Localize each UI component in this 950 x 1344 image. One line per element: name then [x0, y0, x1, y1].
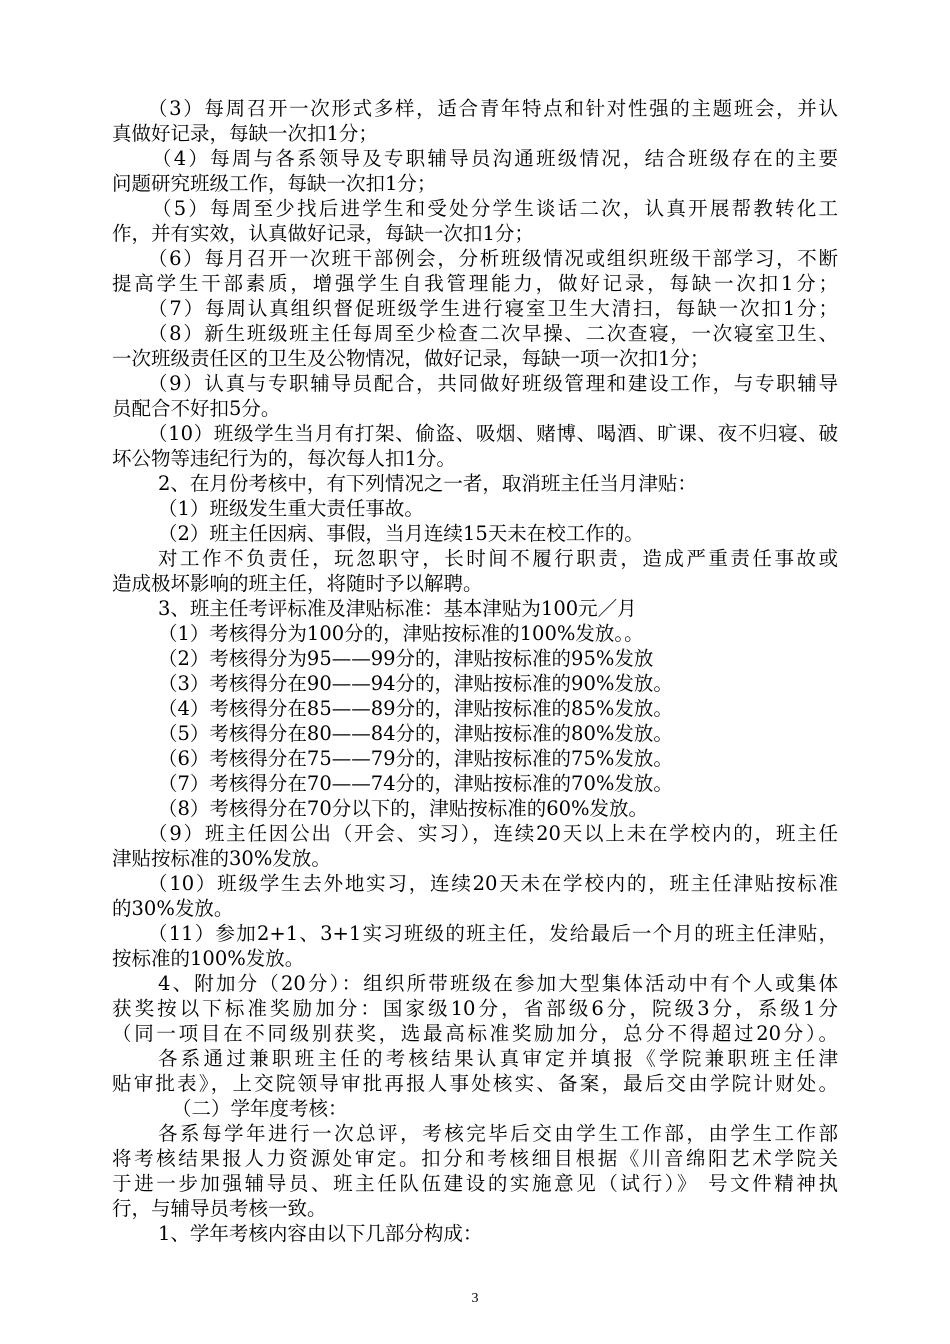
text-line: （2）班主任因病、事假，当月连续15天未在校工作的。: [158, 522, 644, 545]
text-line: 真做好记录，每缺一次扣1分；: [112, 122, 378, 145]
text-line: （5）每周至少找后进学生和受处分学生谈话二次，认真开展帮教转化工: [152, 197, 838, 220]
text-line: 按标准的100%发放。: [112, 947, 305, 970]
document-body: [112, 96, 838, 1246]
text-line: 对工作不负责任，玩忽职守，长时间不履行职责，造成严重责任事故或: [158, 547, 838, 570]
text-line: 获奖按以下标准奖励加分：国家级10分，省部级6分，院级3分，系级1分: [112, 997, 838, 1020]
text-line: 4、附加分（20分）：组织所带班级在参加大型集体活动中有个人或集体: [158, 972, 838, 995]
text-line: 提高学生干部素质，增强学生自我管理能力，做好记录，每缺一次扣1分；: [112, 272, 838, 295]
text-line: （7）每周认真组织督促班级学生进行寝室卫生大清扫，每缺一次扣1分；: [148, 297, 838, 320]
text-line: （3）考核得分在90——94分的，津贴按标准的90%发放。: [158, 672, 673, 695]
text-line: （2）考核得分为95——99分的，津贴按标准的95%发放: [158, 647, 654, 670]
text-line: 贴审批表》，上交院领导审批再报人事处核实、备案，最后交由学院计财处。: [112, 1072, 838, 1095]
text-line: （9）班主任因公出（开会、实习），连续20天以上未在学校内的，班主任: [148, 822, 838, 845]
text-line: 3、班主任考评标准及津贴标准：基本津贴为100元／月: [158, 597, 637, 620]
text-line: （9）认真与专职辅导员配合，共同做好班级管理和建设工作，与专职辅导: [148, 372, 838, 395]
text-line: 造成极坏影响的班主任，将随时予以解聘。: [112, 572, 483, 595]
text-line: （同一项目在不同级别获奖，选最高标准奖励加分，总分不得超过20分）。: [112, 1022, 838, 1045]
text-line: （1）班级发生重大责任事故。: [158, 497, 424, 520]
text-line: 津贴按标准的30%发放。: [112, 847, 331, 870]
text-line: （3）每周召开一次形式多样，适合青年特点和针对性强的主题班会，并认: [148, 97, 838, 120]
text-line: （6）考核得分在75——79分的，津贴按标准的75%发放。: [158, 747, 673, 770]
text-line: 问题研究班级工作，每缺一次扣1分；: [112, 172, 437, 195]
text-line: 2、在月份考核中，有下列情况之一者，取消班主任当月津贴：: [158, 472, 697, 495]
text-line: 各系通过兼职班主任的考核结果认真审定并填报《学院兼职班主任津: [158, 1047, 838, 1070]
page-number: 3: [471, 1291, 479, 1306]
text-line: 各系每学年进行一次总评，考核完毕后交由学生工作部，由学生工作部: [158, 1122, 838, 1145]
text-line: （4）考核得分在85——89分的，津贴按标准的85%发放。: [158, 697, 673, 720]
text-line: （11）参加2+1、3+1实习班级的班主任，发给最后一个月的班主任津贴，: [148, 922, 838, 945]
text-line: （5）考核得分在80——84分的，津贴按标准的80%发放。: [158, 722, 673, 745]
text-line: （8）考核得分在70分以下的，津贴按标准的60%发放。: [158, 797, 649, 820]
text-line: 员配合不好扣5分。: [112, 397, 281, 420]
text-line: 坏公物等违纪行为的，每次每人扣1分。: [112, 447, 456, 470]
text-line: 于进一步加强辅导员、班主任队伍建设的实施意见（试行）》 号文件精神执: [112, 1172, 838, 1195]
text-line: （8）新生班级班主任每周至少检查二次早操、二次查寝，一次寝室卫生、: [148, 322, 838, 345]
text-line: 行，与辅导员考核一致。: [112, 1197, 327, 1220]
text-line: 一次班级责任区的卫生及公物情况，做好记录，每缺一项一次扣1分；: [112, 347, 710, 370]
text-line: 1、学年考核内容由以下几部分构成：: [158, 1222, 483, 1245]
text-line: （6）每月召开一次班干部例会，分析班级情况或组织班级干部学习，不断: [148, 247, 838, 270]
text-line: （10）班级学生当月有打架、偷盗、吸烟、赌博、喝酒、旷课、夜不归寝、破: [148, 422, 838, 445]
text-line: 作，并有实效，认真做好记录，每缺一次扣1分；: [112, 222, 534, 245]
text-line: （10）班级学生去外地实习，连续20天未在学校内的，班主任津贴按标准: [148, 872, 838, 895]
text-line: （4）每周与各系领导及专职辅导员沟通班级情况，结合班级存在的主要: [152, 147, 838, 170]
text-line: 的30%发放。: [112, 897, 234, 920]
text-line: （7）考核得分在70——74分的，津贴按标准的70%发放。: [158, 772, 673, 795]
text-line: （1）考核得分为100分的，津贴按标准的100%发放。。: [158, 622, 644, 645]
text-line: 将考核结果报人力资源处审定。扣分和考核细目根据《川音绵阳艺术学院关: [112, 1147, 838, 1170]
text-line: （二）学年度考核：: [172, 1097, 348, 1120]
